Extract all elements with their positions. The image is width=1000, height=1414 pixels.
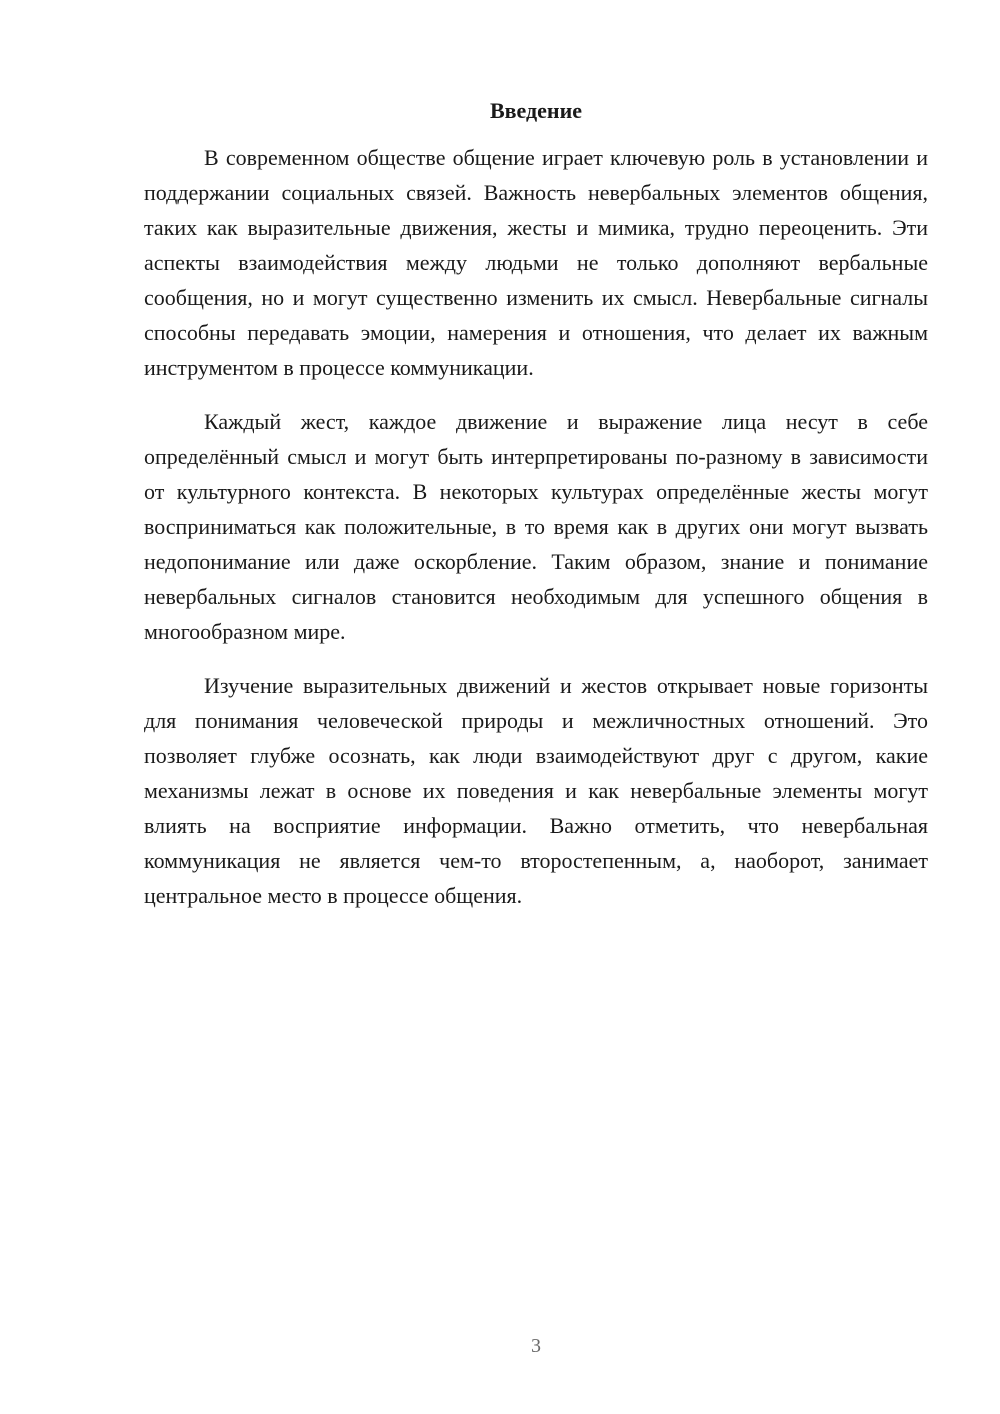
paragraph-1: В современном обществе общение играет ключевую роль в установлении и поддержании социальных связей. Важность невербальных элементов общения, таких как выразительные движения, жесты и мимика, трудно переоценить. Эти аспекты взаимодействия между людьми не только дополняют вербальные сообщения, но и могут существенно изменить их смысл. Невербальные сигналы способны передавать эмоции, намерения и отношения, что делает их важным инструментом в процессе коммуникации. [144, 145, 928, 380]
paragraph-3: Изучение выразительных движений и жестов открывает новые горизонты для понимания человеческой природы и межличностных отношений. Это позволяет глубже осознать, как люди взаимодействуют друг с другом, какие механизмы лежат в основе их поведения и как невербальные элементы могут влиять на восприятие информации. Важно отметить, что невербальная коммуникация не является чем-то второстепенным, а, наоборот, занимает центральное место в процессе общения. [144, 673, 928, 908]
page-content [144, 95, 928, 932]
paragraph-2: Каждый жест, каждое движение и выражение лица несут в себе определённый смысл и могут быть интерпретированы по-разному в зависимости от культурного контекста. В некоторых культурах определённые жесты могут восприниматься как положительные, в то время как в других они могут вызвать недопонимание или даже оскорбление. Таким образом, знание и понимание невербальных сигналов становится необходимым для успешного общения в многообразном мире. [144, 409, 928, 644]
page-number: 3 [531, 1335, 541, 1357]
section-heading: Введение [489, 98, 583, 123]
